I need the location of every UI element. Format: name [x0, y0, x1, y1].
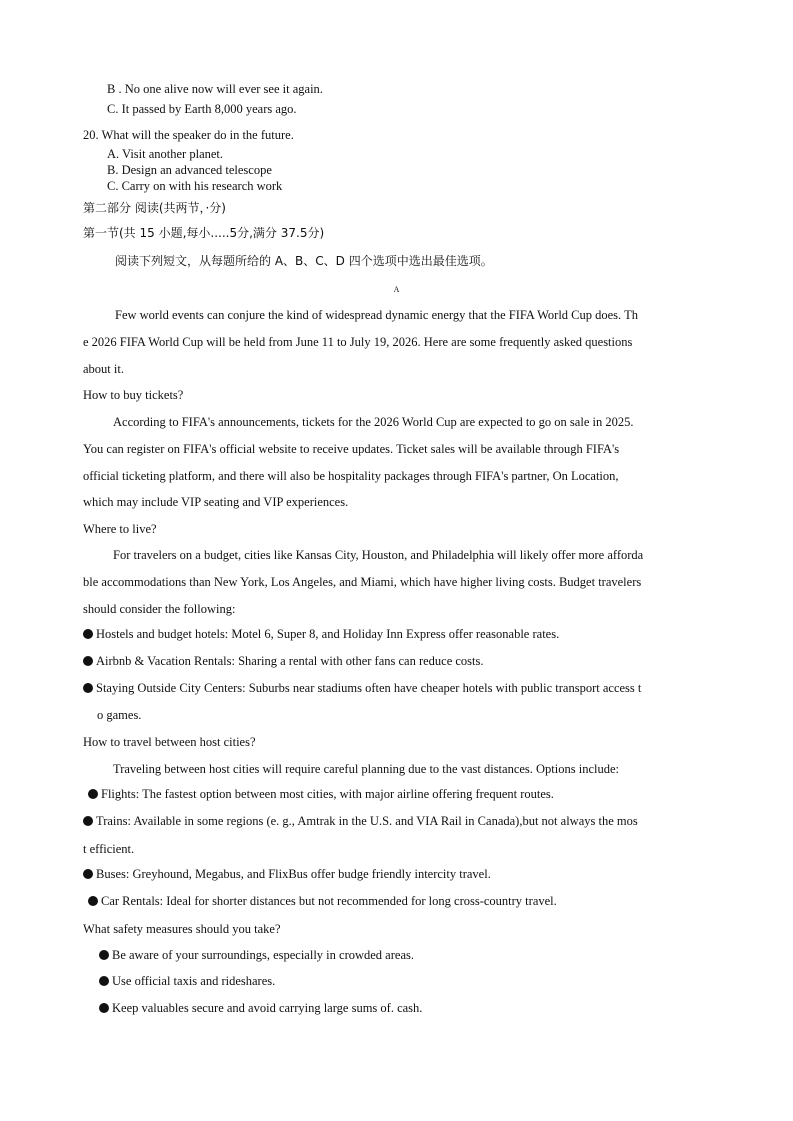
list-item: Hostels and budget hotels: Motel 6, Super 8, and Holiday Inn Express offer reasonable rates.	[83, 627, 559, 642]
bullet-icon	[99, 950, 109, 960]
passage-label: A	[393, 285, 400, 294]
tickets-line-1: According to FIFA's announcements, tickets for the 2026 World Cup are expected to go on sale in 2025.	[113, 415, 634, 429]
bullet-icon	[83, 869, 93, 879]
list-item: Buses: Greyhound, Megabus, and FlixBus offer budge friendly intercity travel.	[83, 867, 491, 882]
bullet-icon	[83, 816, 93, 826]
part2-heading: 第二部分 阅读(共两节，·分)	[83, 201, 226, 215]
bullet-icon	[88, 896, 98, 906]
live-line-1: For travelers on a budget, cities like Kansas City, Houston, and Philadelphia will likely offer more afforda	[113, 548, 644, 562]
section1-heading: 第一节(共 15 小题,每小.....5分,满分 37.5分)	[83, 226, 325, 240]
list-item: Car Rentals: Ideal for shorter distances but not recommended for long cross-country travel.	[88, 894, 557, 909]
list-item: Use official taxis and rideshares.	[99, 974, 275, 989]
live-line-2: ble accommodations than New York, Los Angeles, and Miami, which have higher living costs. Budget travelers	[83, 575, 642, 589]
live-heading: Where to live?	[83, 522, 157, 536]
bullet-icon	[83, 629, 93, 639]
bullet-icon	[83, 683, 93, 693]
list-item: Staying Outside City Centers: Suburbs near stadiums often have cheaper hotels with public transport access t	[83, 681, 641, 696]
bullet-icon	[99, 1003, 109, 1013]
q20-option-c: C. Carry on with his research work	[107, 179, 283, 193]
list-item-continuation: o games.	[97, 708, 142, 722]
q19-option-c: C. It passed by Earth 8,000 years ago.	[107, 102, 297, 116]
q20-option-b: B. Design an advanced telescope	[107, 163, 272, 177]
safety-heading: What safety measures should you take?	[83, 922, 281, 936]
list-item: Be aware of your surroundings, especially in crowded areas.	[99, 948, 414, 963]
q20-option-a: A. Visit another planet.	[107, 147, 224, 161]
intro-line-2: e 2026 FIFA World Cup will be held from June 11 to July 19, 2026. Here are some frequently asked questions	[83, 335, 633, 349]
reading-instruction: 阅读下列短文，从每题所给的 A、B、C、D 四个选项中选出最佳选项。	[115, 254, 493, 268]
bullet-icon	[88, 789, 98, 799]
bullet-icon	[99, 976, 109, 986]
list-item: Flights: The fastest option between most cities, with major airline offering frequent routes.	[88, 787, 554, 802]
list-item: Keep valuables secure and avoid carrying large sums of. cash.	[99, 1001, 422, 1016]
tickets-line-3: official ticketing platform, and there will also be hospitality packages through FIFA's partner, On Location,	[83, 469, 619, 483]
tickets-line-4: which may include VIP seating and VIP experiences.	[83, 495, 349, 509]
travel-heading: How to travel between host cities?	[83, 735, 256, 749]
q20-question: 20. What will the speaker do in the future.	[83, 128, 294, 142]
travel-line-1: Traveling between host cities will require careful planning due to the vast distances. Options include:	[113, 762, 620, 776]
intro-line-3: about it.	[83, 362, 124, 376]
list-item-continuation: t efficient.	[83, 842, 135, 856]
list-item: Airbnb & Vacation Rentals: Sharing a rental with other fans can reduce costs.	[83, 654, 484, 669]
q19-option-b: B . No one alive now will ever see it again.	[107, 82, 323, 96]
intro-line-1: Few world events can conjure the kind of widespread dynamic energy that the FIFA World Cup does. Th	[115, 308, 638, 322]
tickets-heading: How to buy tickets?	[83, 388, 184, 402]
tickets-line-2: You can register on FIFA's official website to receive updates. Ticket sales will be available through FIFA's	[83, 442, 620, 456]
bullet-icon	[83, 656, 93, 666]
list-item: Trains: Available in some regions (e. g., Amtrak in the U.S. and VIA Rail in Canada),but not always the mos	[83, 814, 638, 829]
live-line-3: should consider the following:	[83, 602, 236, 616]
